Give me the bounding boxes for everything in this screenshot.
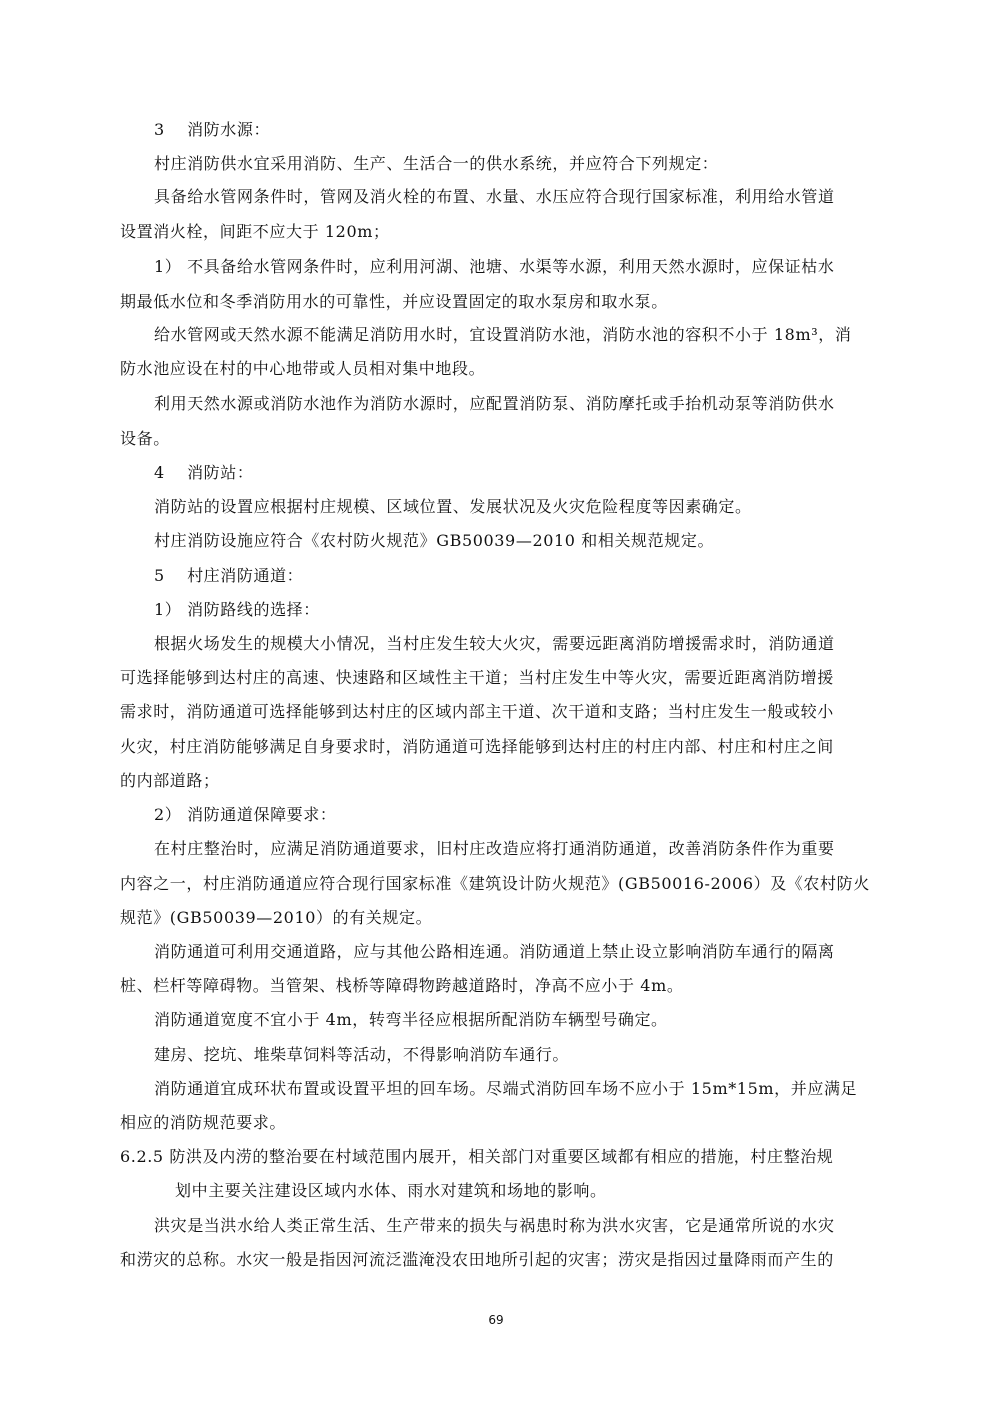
page-number: 69: [488, 1313, 504, 1327]
paragraph-line: 消防通道宽度不宜小于 4m，转弯半径应根据所配消防车辆型号确定。: [154, 1010, 668, 1029]
paragraph-line: 可选择能够到达村庄的高速、快速路和区域性主干道；当村庄发生中等火灾，需要近距离消防增援: [120, 668, 834, 687]
clause-line: 划中主要关注建设区域内水体、雨水对建筑和场地的影响。: [175, 1181, 607, 1200]
paragraph-line: 的内部道路；: [120, 771, 220, 790]
paragraph-line: 消防站的设置应根据村庄规模、区域位置、发展状况及火灾危险程度等因素确定。: [154, 497, 752, 516]
paragraph-line: 桩、栏杆等障碍物。当管架、栈桥等障碍物跨越道路时，净高不应小于 4m。: [120, 976, 684, 995]
paragraph-line: 给水管网或天然水源不能满足消防用水时，宜设置消防水池，消防水池的容积不小于 18m³，消: [154, 325, 852, 344]
paragraph-line: 洪灾是当洪水给人类正常生活、生产带来的损失与祸患时称为洪水灾害，它是通常所说的水灾: [154, 1216, 835, 1235]
paragraph-line: 利用天然水源或消防水池作为消防水源时，应配置消防泵、消防摩托或手抬机动泵等消防供水: [154, 394, 835, 413]
paragraph-line: 火灾，村庄消防能够满足自身要求时，消防通道可选择能够到达村庄的村庄内部、村庄和村庄之间: [120, 737, 834, 756]
clause-line: 6.2.5 防洪及内涝的整治要在村域范围内展开，相关部门对重要区域都有相应的措施，村庄整治规: [120, 1147, 834, 1166]
paragraph-line: 需求时，消防通道可选择能够到达村庄的区域内部主干道、次干道和支路；当村庄发生一般或较小: [120, 702, 834, 721]
paragraph-line: 规范》(GB50039—2010）的有关规定。: [120, 908, 433, 927]
list-item-line: 1） 不具备给水管网条件时，应利用河湖、池塘、水渠等水源，利用天然水源时，应保证枯水: [154, 257, 835, 276]
paragraph-line: 村庄消防供水宜采用消防、生产、生活合一的供水系统，并应符合下列规定：: [154, 154, 719, 173]
paragraph-line: 建房、挖坑、堆柴草饲料等活动，不得影响消防车通行。: [154, 1045, 570, 1064]
paragraph-line: 具备给水管网条件时，管网及消火栓的布置、水量、水压应符合现行国家标准，利用给水管道: [154, 187, 835, 206]
paragraph-line: 内容之一，村庄消防通道应符合现行国家标准《建筑设计防火规范》(GB50016-2006）及《农村防火: [120, 874, 870, 893]
paragraph-line: 在村庄整治时，应满足消防通道要求，旧村庄改造应将打通消防通道，改善消防条件作为重要: [154, 839, 835, 858]
paragraph-line: 防水池应设在村的中心地带或人员相对集中地段。: [120, 359, 486, 378]
paragraph-line: 村庄消防设施应符合《农村防火规范》GB50039—2010 和相关规范规定。: [154, 531, 715, 550]
paragraph-line: 相应的消防规范要求。: [120, 1113, 287, 1132]
paragraph-line: 设备。: [120, 429, 170, 448]
section-heading: 5 村庄消防通道：: [154, 566, 304, 585]
paragraph-line: 设置消火栓，间距不应大于 120m；: [120, 222, 390, 241]
paragraph-line: 期最低水位和冬季消防用水的可靠性，并应设置固定的取水泵房和取水泵。: [120, 292, 668, 311]
paragraph-line: 消防通道宜成环状布置或设置平坦的回车场。尽端式消防回车场不应小于 15m*15m，并应满足: [154, 1079, 858, 1098]
list-item-line: 2） 消防通道保障要求：: [154, 805, 337, 824]
list-item-line: 1） 消防路线的选择：: [154, 600, 320, 619]
section-heading: 4 消防站：: [154, 463, 254, 482]
paragraph-line: 消防通道可利用交通道路，应与其他公路相连通。消防通道上禁止设立影响消防车通行的隔离: [154, 942, 835, 961]
section-heading: 3 消防水源：: [154, 120, 271, 139]
paragraph-line: 和涝灾的总称。水灾一般是指因河流泛滥淹没农田地所引起的灾害；涝灾是指因过量降雨而产生的: [120, 1250, 834, 1269]
paragraph-line: 根据火场发生的规模大小情况，当村庄发生较大火灾，需要远距离消防增援需求时，消防通道: [154, 634, 835, 653]
